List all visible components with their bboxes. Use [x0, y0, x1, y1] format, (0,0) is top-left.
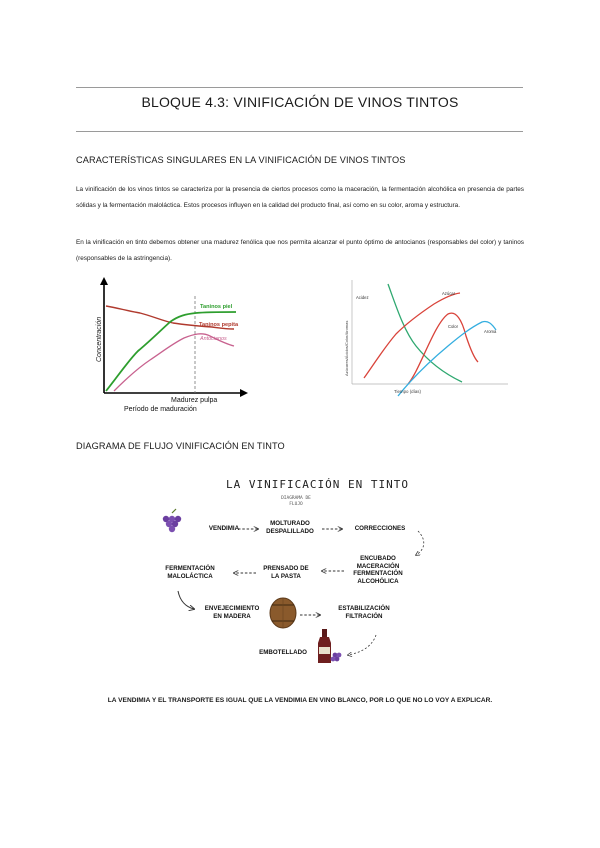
x-axis-label: Tiempo (días)	[394, 389, 421, 394]
node-envejecimiento-line1: ENVEJECIMIENTO	[204, 605, 260, 612]
flow-subtitle-line1: DIAGRAMA DE	[281, 496, 311, 501]
section1-heading: CARACTERÍSTICAS SINGULARES EN LA VINIFICACIÓN DE VINOS TINTOS	[76, 155, 406, 165]
anthocyanins-curve	[114, 334, 234, 391]
node-malolactica	[150, 565, 230, 581]
paragraph-phenolic-maturity: En la vinificación en tinto debemos obtener una madurez fenólica que nos permita alcanzar el punto óptimo de antocianos (responsables del color) y taninos (responsables de la astringencia).	[76, 239, 524, 262]
maturation-period-label: Período de maduración	[124, 406, 197, 413]
node-encubado-line4: ALCOHÓLICA	[357, 577, 399, 585]
node-malolactica-line1: FERMENTACIÓN	[165, 565, 215, 572]
node-encubado-line1: ENCUBADO	[360, 555, 396, 562]
color-label: Color	[448, 324, 459, 329]
sugar-curve	[364, 293, 460, 378]
node-malolactica-line2: MALOLÁCTICA	[167, 573, 213, 580]
node-embotellado: EMBOTELLADO	[259, 649, 307, 656]
node-encubado-line3: FERMENTACIÓN	[353, 570, 403, 578]
flow-title: LA VINIFICACIÓN EN TINTO	[226, 478, 409, 491]
acidity-label: Acidez	[356, 295, 369, 300]
phenolic-maturity-chart	[88, 276, 258, 416]
node-prensado-line2: LA PASTA	[271, 573, 301, 580]
aroma-curve	[398, 321, 496, 396]
x-axis-arrow	[240, 389, 248, 397]
sugar-label: Azúcar	[442, 291, 456, 296]
barrel-icon	[270, 598, 296, 628]
arrow-correcciones-encubado	[416, 531, 424, 555]
node-encubado	[338, 555, 418, 585]
top-rule	[76, 87, 523, 88]
node-molturado-line1: MOLTURADO	[270, 520, 310, 527]
node-estabilizacion-line2: FILTRACIÓN	[345, 613, 383, 620]
arrow-estabilizacion-embotellado	[348, 635, 376, 655]
node-prensado	[250, 565, 322, 581]
title-bottom-rule	[76, 131, 523, 132]
pulp-maturity-label: Madurez pulpa	[171, 397, 218, 404]
node-correcciones: CORRECCIONES	[354, 525, 406, 532]
node-encubado-line2: MACERACIÓN	[356, 562, 400, 570]
grapes-icon	[163, 509, 181, 532]
node-prensado-line1: PRENSADO DE	[263, 565, 309, 572]
node-vendimia: VENDIMIA	[208, 525, 240, 532]
node-molturado	[250, 520, 330, 536]
y-axis-arrow	[100, 277, 108, 285]
anthocyanins-label: Antocianos	[200, 336, 227, 342]
seed-tannins-label: Taninos pepita	[199, 322, 239, 328]
node-estabilizacion-line1: ESTABILIZACIÓN	[338, 605, 390, 612]
section2-heading: DIAGRAMA DE FLUJO VINIFICACIÓN EN TINTO	[76, 441, 285, 451]
flow-subtitle-line2: FLUJO	[289, 502, 303, 507]
paragraph-vinification: La vinificación de los vinos tintos se caracteriza por la presencia de ciertos procesos como la maceración, la fermentación alcohólica en presencia de partes sólidas y la fermentación maloláctica. Estos procesos influyen en la calidad del producto final, así como en su color, aroma y estructura.	[76, 186, 524, 209]
page-title: BLOQUE 4.3: VINIFICACIÓN DE VINOS TINTOS	[141, 94, 459, 110]
skin-tannins-label: Taninos piel	[200, 304, 233, 310]
wine-bottle-icon	[318, 629, 331, 663]
node-molturado-line2: DESPALILLADO	[266, 528, 314, 535]
footer-note: LA VENDIMIA Y EL TRANSPORTE ES IGUAL QUE LA VENDIMIA EN VINO BLANCO, POR LO QUE NO LO VOY A EXPLICAR.	[107, 697, 493, 704]
node-envejecimiento	[192, 605, 272, 621]
small-grapes-icon	[331, 653, 342, 662]
concentration-axis-label: Concentración	[96, 316, 103, 362]
aroma-label: Aroma	[484, 329, 497, 334]
node-envejecimiento-line2: EN MADERA	[213, 613, 251, 620]
ripening-parameters-chart	[338, 276, 516, 401]
node-estabilizacion	[322, 605, 406, 621]
y-axis-label: Azúcares/Ácidos/Color/Aromas	[344, 320, 349, 376]
